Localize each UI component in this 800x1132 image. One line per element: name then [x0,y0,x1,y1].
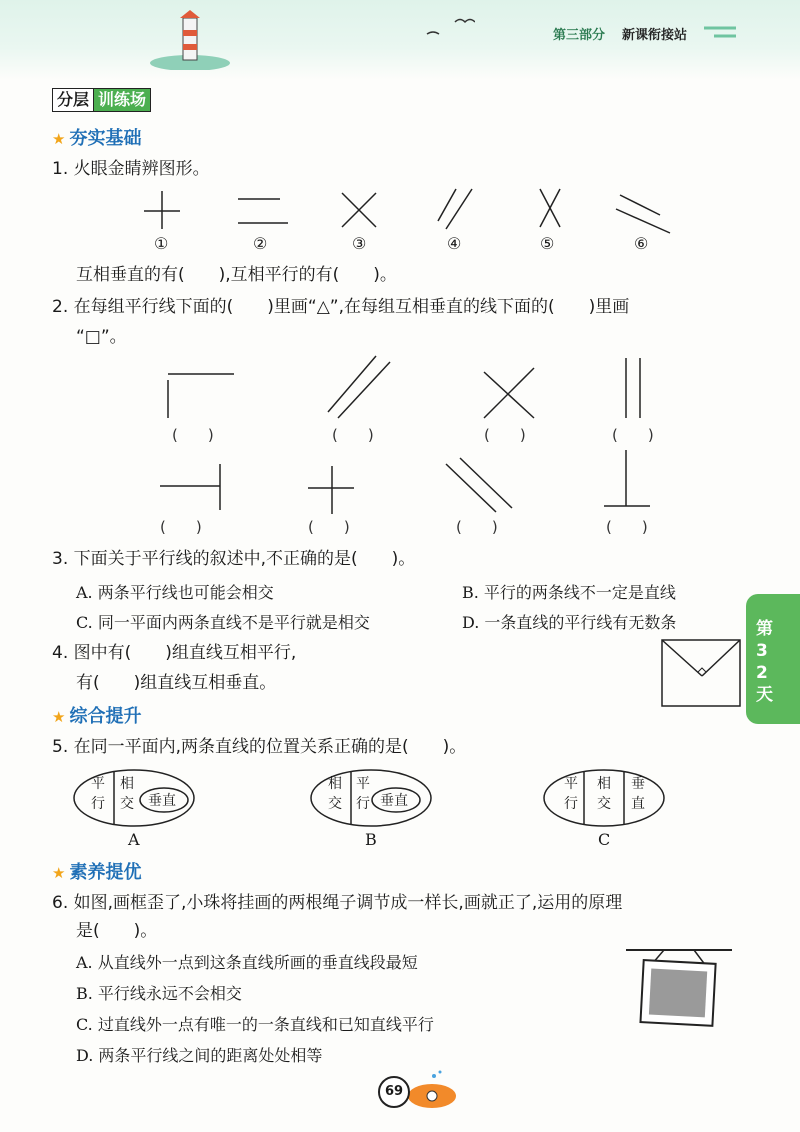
q3-option-a[interactable]: A. 两条平行线也可能会相交 [76,583,274,602]
q6-stem-line1: 6. 如图,画框歪了,小珠将挂画的两根绳子调节成一样长,画就正了,运用的原理 [52,893,623,913]
q5-stem: 5. 在同一平面内,两条直线的位置关系正确的是( )。 [52,737,467,757]
page-number: 69 [378,1076,410,1108]
q2-stem-line1: 2. 在每组平行线下面的( )里画“△”,在每组互相垂直的线下面的( )里画 [52,297,630,317]
q2-answer-box-4[interactable]: ( ) [612,426,654,444]
q5-b-cell-2: 平行 [356,776,370,812]
q1-figures [120,185,700,245]
q1-answer-line[interactable]: 互相垂直的有( ),互相平行的有( )。 [76,265,397,285]
q6-option-b[interactable]: B. 平行线永远不会相交 [76,984,242,1003]
day-tab-label: 第32天 [756,619,773,705]
q5-option-b[interactable]: B [365,830,377,849]
q6-picture-frame [624,944,734,1034]
q2-answer-box-1[interactable]: ( ) [172,426,214,444]
section-heading-comprehensive: ★ 综合提升 [52,706,142,727]
q5-c-cell-1: 平行 [564,776,578,812]
q2-answer-box-7[interactable]: ( ) [456,518,498,536]
star-icon: ★ [52,130,66,148]
q4-line2: 有( )组直线互相垂直。 [76,673,277,693]
star-icon: ★ [52,708,66,726]
header-section: 新课衔接站 [622,28,688,43]
q2-answer-box-3[interactable]: ( ) [484,426,526,444]
q5-a-cell-1: 平行 [91,776,105,812]
q5-option-a[interactable]: A [128,830,140,849]
lighthouse-illustration [150,8,250,70]
q5-a-cell-2: 相交 [120,776,134,812]
q3-stem: 3. 下面关于平行线的叙述中,不正确的是( )。 [52,549,416,569]
banner-right: 训练场 [94,88,151,112]
q4-figure [660,638,744,710]
q3-option-c[interactable]: C. 同一平面内两条直线不是平行就是相交 [76,613,370,632]
q2-answer-box-2[interactable]: ( ) [332,426,374,444]
q4-line1: 4. 图中有( )组直线互相平行, [52,643,297,663]
q3-option-d[interactable]: D. 一条直线的平行线有无数条 [462,613,677,632]
q5-c-cell-2: 相交 [597,776,611,812]
q2-stem-line2: “□”。 [76,327,127,347]
q6-option-c[interactable]: C. 过直线外一点有唯一的一条直线和已知直线平行 [76,1015,434,1034]
q1-label-4: ④ [447,234,462,253]
star-icon: ★ [52,864,66,882]
header-decoration [700,22,740,44]
q6-option-d[interactable]: D. 两条平行线之间的距离处处相等 [76,1046,323,1065]
q2-answer-box-8[interactable]: ( ) [606,518,648,536]
q5-c-cell-3: 垂直 [631,776,645,812]
q5-b-inner: 垂直 [380,793,408,809]
q1-label-1: ① [154,234,169,253]
q2-answer-box-5[interactable]: ( ) [160,518,202,536]
training-banner [52,88,151,112]
section-heading-basic: ★ 夯实基础 [52,128,142,149]
q2-answer-box-6[interactable]: ( ) [308,518,350,536]
q5-b-cell-1: 相交 [328,776,342,812]
q6-option-a[interactable]: A. 从直线外一点到这条直线所画的垂直线段最短 [76,953,418,972]
section-heading-advanced: ★ 素养提优 [52,862,142,883]
q1-label-3: ③ [352,234,367,253]
q1-label-2: ② [253,234,268,253]
q1-label-5: ⑤ [540,234,555,253]
q3-option-b[interactable]: B. 平行的两条线不一定是直线 [462,583,676,602]
q5-a-inner: 垂直 [148,793,176,809]
q1-stem: 1. 火眼金睛辨图形。 [52,159,210,179]
q1-label-6: ⑥ [634,234,649,253]
bird-icon [425,14,475,44]
q6-stem-line2: 是( )。 [76,921,158,941]
q5-option-c[interactable]: C [598,830,611,849]
banner-left: 分层 [52,88,94,112]
header-part: 第三部分 [553,28,606,43]
